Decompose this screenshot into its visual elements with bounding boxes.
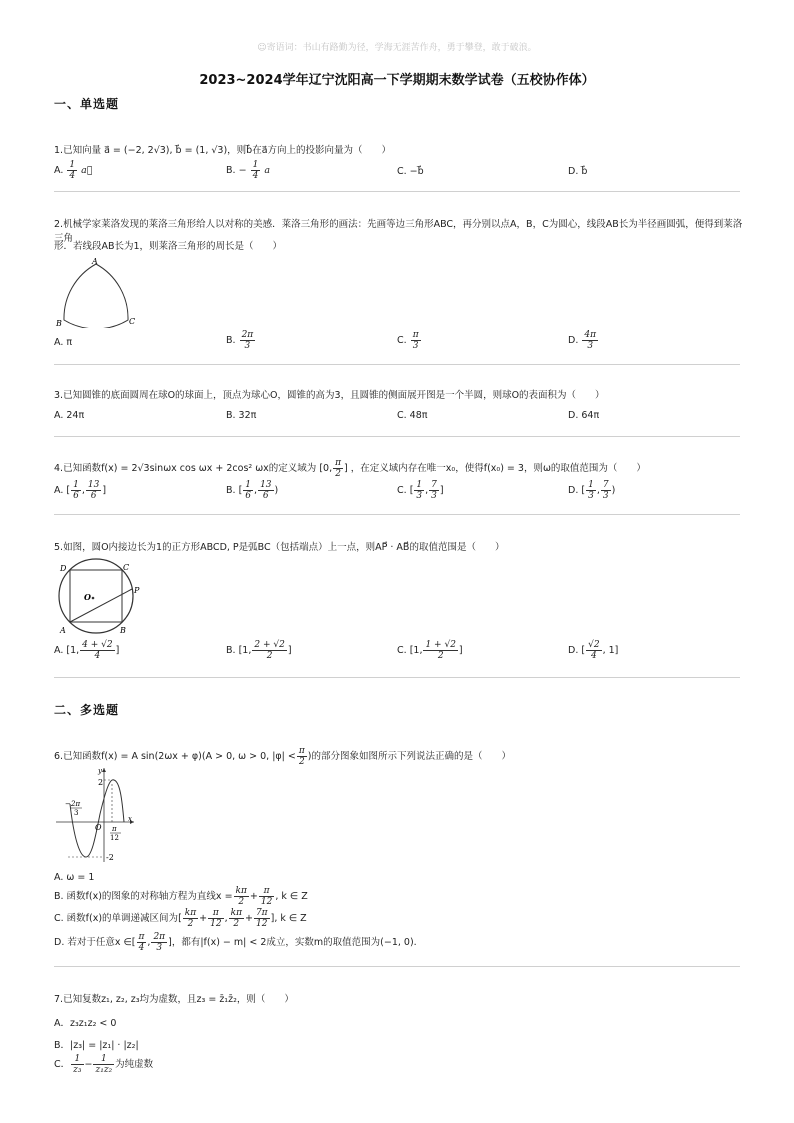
fig-t1-sign: −: [65, 800, 71, 808]
sine-graph-figure: [52, 764, 140, 866]
q6-option-d[interactable]: D. 若对于任意x ∈[ $\frac{\pi}{4}$ , $\frac{2\pi}{3}$ ]，都有|f(x) − m| < 2成立，实数m的取值范围为(−1, 0).: [54, 932, 417, 953]
fig-label-b: B: [56, 319, 62, 328]
fig-axis-y: y: [98, 767, 102, 775]
fig-label-origin: O: [95, 823, 102, 832]
q1-option-c[interactable]: C. −b⃗: [397, 166, 424, 177]
q2-stem: 2.机械学家莱洛发现的莱洛三角形给人以对称的美感．莱洛三角形的画法：先画等边三角形ABC，再分别以点A，B，C为圆心，线段AB长为半径画圆弧，便得到莱洛三角: [54, 219, 743, 244]
q3-option-c[interactable]: C. 48π: [397, 410, 428, 421]
q1-stem: 1.已知向量 a⃗ = (−2, 2√3), b⃗ = (1, √3)，则b⃗在a⃗方向上的投影向量为（ ）: [54, 145, 392, 156]
fig-label-d: D: [60, 564, 67, 573]
fig-label-a: A: [92, 257, 98, 266]
q2-option-d[interactable]: D. $\frac{4\pi}{3}$: [568, 330, 597, 351]
q7-option-a[interactable]: A．z₃z₁z₂ < 0: [54, 1018, 117, 1029]
q5-option-d[interactable]: D. [ $\frac{√2}{4}$ , 1]: [568, 640, 619, 661]
fig-axis-x: x: [128, 815, 132, 823]
divider: [54, 364, 740, 365]
divider: [54, 436, 740, 437]
q6-option-b[interactable]: B. 函数f(x)的图象的对称轴方程为直线x = $\frac{k\pi}{2}$ + $\frac{\pi}{12}$ , k ∈ Z: [54, 886, 308, 907]
fig-t1-den: 3: [74, 809, 79, 817]
fig-label-p: P: [134, 586, 140, 595]
q1-option-a[interactable]: A. $\frac{1}{4}$ a⃗: [54, 160, 93, 181]
fig-label-a: A: [60, 626, 66, 635]
q1-option-b[interactable]: B. − $\frac{1}{4}$ a: [226, 160, 271, 181]
inscribed-square-figure: [52, 557, 144, 637]
fig-label-c: C: [123, 563, 130, 572]
q4-option-b[interactable]: B. [ $\frac{1}{6}$ , $\frac{13}{6}$ ): [226, 480, 279, 501]
q7-option-c[interactable]: C． $\frac{1}{\text{z₃}}$ − $\frac{1}{\text{z₁z₂}}$ 为纯虚数: [54, 1054, 154, 1075]
fig-t2-den: 12: [110, 834, 119, 842]
q3-option-a[interactable]: A. 24π: [54, 410, 85, 421]
q5-option-b[interactable]: B. [1, $\frac{2 + √2}{2}$ ]: [226, 640, 292, 661]
q3-option-b[interactable]: B. 32π: [226, 410, 257, 421]
q7-stem: 7.已知复数z₁, z₂, z₃均为虚数，且z₃ = z̄₁z̄₂，则（ ）: [54, 994, 294, 1005]
fig-label-c: C: [129, 317, 136, 326]
fig-t2-num: π: [112, 825, 117, 833]
q5-stem: 5.如图，圆O内接边长为1的正方形ABCD, P是弧BC（包括端点）上一点，则AP⃗ · AB⃗的取值范围是（ ）: [54, 542, 505, 553]
q2-stem-2: 形．若线段AB长为1，则莱洛三角形的周长是（ ）: [54, 241, 283, 252]
q6-option-a[interactable]: A. ω = 1: [54, 872, 95, 883]
q3-option-d[interactable]: D. 64π: [568, 410, 600, 421]
q2-option-b[interactable]: B. $\frac{2\pi}{3}$: [226, 330, 254, 351]
q1-option-d[interactable]: D. b⃗: [568, 166, 588, 177]
q4-stem: 4.已知函数f(x) = 2√3sinωx cos ωx + 2cos² ωx的定义域为 [0, $\frac{\pi}{2}$ ] ，在定义域内存在唯一x₀，使得f(x₀) = 3，则ω的取值范围为（ ）: [54, 458, 646, 479]
q6-stem: 6.已知函数f(x) = A sin(2ωx + φ)(A > 0, ω > 0, |φ| < $\frac{\pi}{2}$ )的部分图象如图所示下列说法正确的是（ ）: [54, 746, 511, 767]
q4-option-a[interactable]: A. [ $\frac{1}{6}$ , $\frac{13}{6}$ ]: [54, 480, 107, 501]
q2-option-a[interactable]: A. π: [54, 337, 73, 348]
divider: [54, 514, 740, 515]
q5-option-c[interactable]: C. [1, $\frac{1 + √2}{2}$ ]: [397, 640, 463, 661]
reuleaux-triangle-figure: [54, 256, 144, 328]
q7-option-b[interactable]: B．|z₃| = |z₁| · |z₂|: [54, 1040, 139, 1051]
divider: [54, 677, 740, 678]
section-single-choice: 一、单选题: [54, 97, 120, 111]
q2-option-c[interactable]: C. $\frac{\pi}{3}$: [397, 330, 419, 351]
fig-t1-num: 2π: [71, 800, 81, 808]
motto-text: ☺寄语词：书山有路勤为径，学海无涯苦作舟，勇于攀登，敢于破浪。: [257, 43, 537, 53]
section-multi-choice: 二、多选题: [54, 703, 120, 717]
fig-label-two: 2: [98, 778, 104, 787]
q3-stem: 3.已知圆锥的底面圆周在球O的球面上，顶点为球心O，圆锥的高为3，且圆锥的侧面展开图是一个半圆，则球O的表面积为（ ）: [54, 390, 605, 401]
divider: [54, 966, 740, 967]
page-title: 2023~2024学年辽宁沈阳高一下学期期末数学试卷（五校协作体）: [199, 73, 595, 88]
q6-option-c[interactable]: C. 函数f(x)的单调递减区间为[ $\frac{k\pi}{2}$ + $\frac{\pi}{12}$ , $\frac{k\pi}{2}$ + $\frac{7\pi}{12}$ ], k ∈ Z: [54, 908, 307, 929]
fig-label-neg-two: -2: [106, 853, 114, 862]
q5-option-a[interactable]: A. [1, $\frac{4 + √2}{4}$ ]: [54, 640, 120, 661]
fig-label-o: O: [84, 592, 91, 602]
q4-option-d[interactable]: D. [ $\frac{1}{3}$ , $\frac{7}{3}$ ): [568, 480, 616, 501]
divider: [54, 191, 740, 192]
fig-label-b: B: [120, 626, 126, 635]
q4-option-c[interactable]: C. [ $\frac{1}{3}$ , $\frac{7}{3}$ ]: [397, 480, 444, 501]
